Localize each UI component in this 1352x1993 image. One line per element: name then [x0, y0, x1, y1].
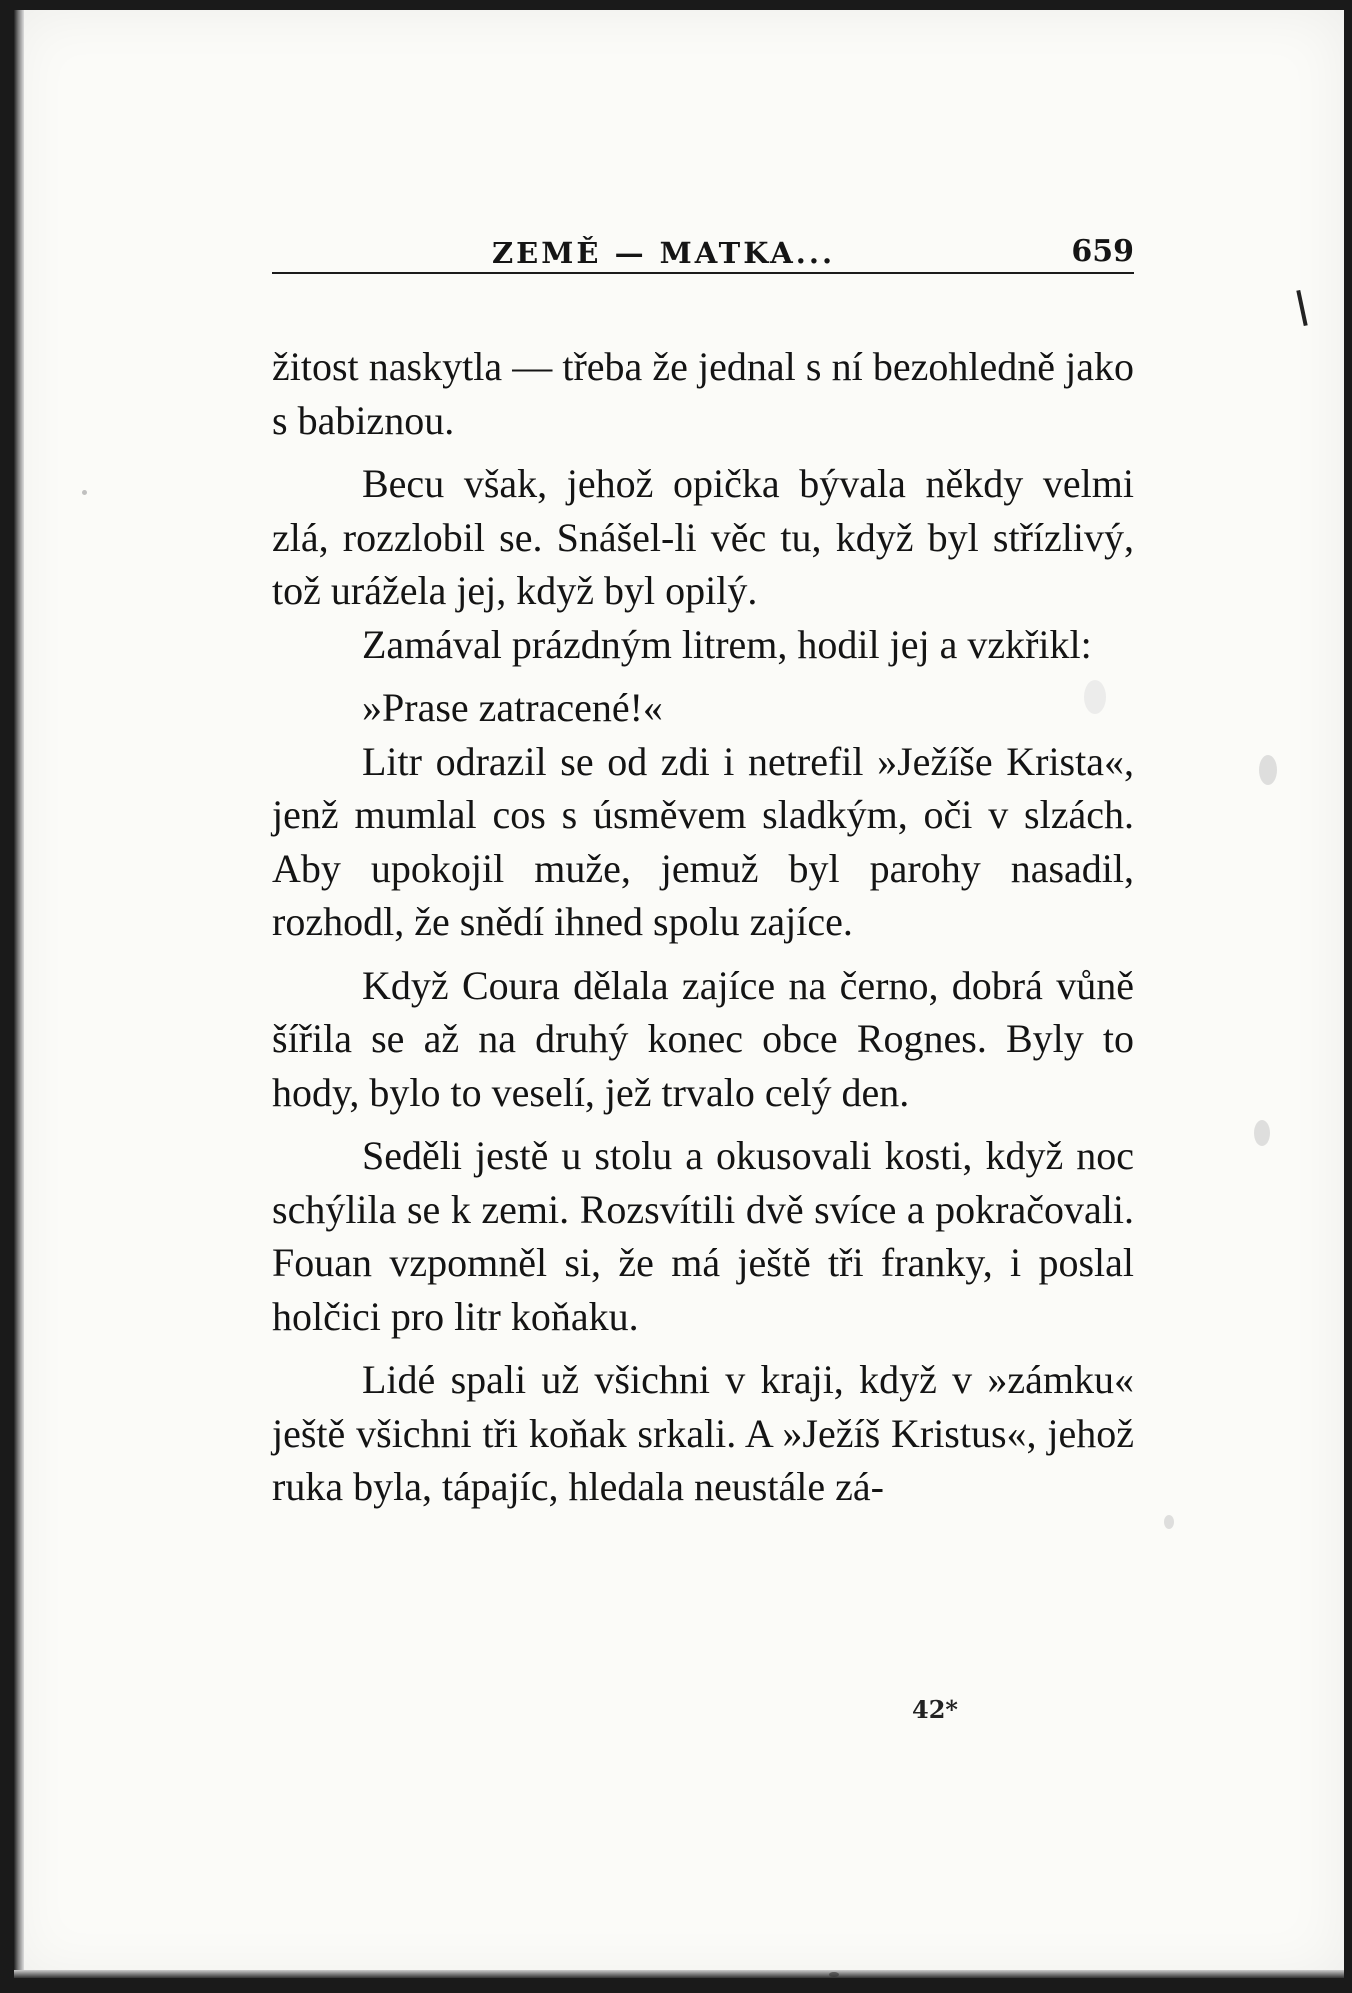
scan-speck: [1254, 1120, 1270, 1146]
body-text: [272, 340, 1134, 1514]
scan-edge: [14, 10, 24, 1978]
scan-speck: [82, 490, 87, 495]
scan-speck: [1259, 755, 1277, 785]
paragraph: Becu však, jehož opička bývala někdy velmi zlá, rozzlobil se. Snášel-li věc tu, když byl střízlivý, tož urážela jej, když byl opilý.: [272, 461, 1134, 613]
scan-speck: [829, 1972, 839, 1977]
book-page: [14, 10, 1344, 1978]
scan-speck: [1084, 680, 1106, 714]
running-title: ZEMĚ — MATKA...: [492, 236, 836, 270]
paragraph: Litr odrazil se od zdi i netrefil »Ježíše Krista«, jenž mumlal cos s úsměvem sladkým, oči v slzách. Aby upokojil muže, jemuž byl parohy nasadil, rozhodl, že snědí ihned spolu zajíce.: [272, 738, 1134, 944]
signature-mark: 42*: [912, 1695, 958, 1724]
page-number: 659: [1071, 234, 1134, 269]
paragraph: Seděli jestě u stolu a okusovali kosti, když noc schýlila se k zemi. Rozsvítili dvě svíce a pokračovali. Fouan vzpomněl si, že má ještě tři franky, i poslal holčici pro litr koňaku.: [272, 1133, 1134, 1339]
paragraph: Když Coura dělala zajíce na černo, dobrá vůně šířila se až na druhý konec obce Rognes. Byly to hody, bylo to veselí, jež trvalo celý den.: [272, 962, 1134, 1115]
running-head: [272, 230, 1134, 274]
paragraph: žitost naskytla — třeba že jednal s ní bezohledně jako s babiznou.: [272, 344, 1134, 443]
scan-artifact-mark: [1296, 290, 1307, 326]
paragraph: Lidé spali už všichni v kraji, když v »zámku« ještě všichni tři koňak srkali. A »Ježíš Kristus«, jehož ruka byla, tápajíc, hledala neustále zá-: [272, 1357, 1134, 1509]
paragraph: Zamával prázdným litrem, hodil jej a vzkřikl:: [362, 621, 1092, 667]
scan-edge-bottom: [14, 1970, 1344, 1978]
scan-speck: [1164, 1515, 1174, 1529]
paragraph: »Prase zatracené!«: [362, 685, 663, 730]
